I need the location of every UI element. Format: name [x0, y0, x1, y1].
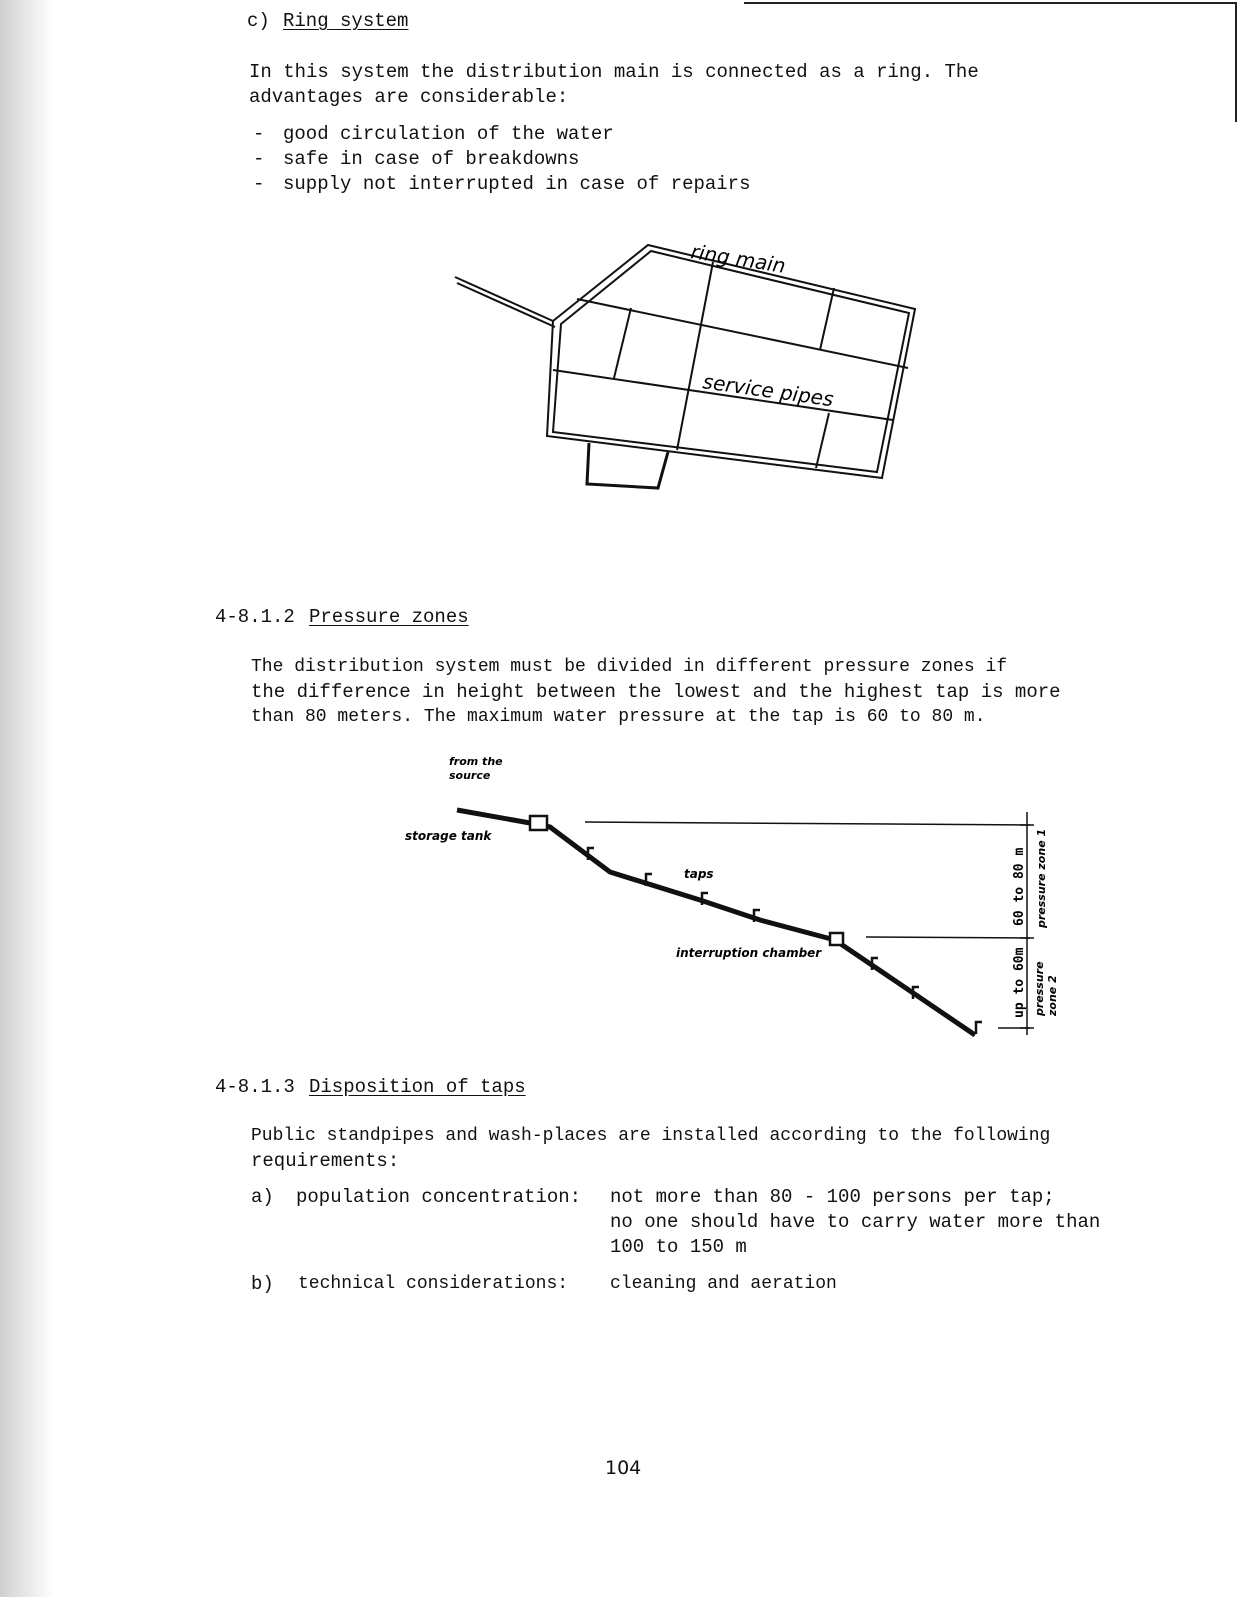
bullet-item: good circulation of the water [283, 123, 614, 145]
ring-heading-letter: c) [247, 10, 270, 32]
pressure-section-number: 4-8.1.2 [215, 606, 295, 628]
ring-main-label: ring main [689, 239, 788, 278]
requirement-text: not more than 80 - 100 persons per tap; [610, 1186, 1055, 1208]
pressure-section-title: Pressure zones [309, 606, 469, 628]
ring-heading-title: Ring system [283, 10, 409, 32]
dimension-up-to-60-label: up to 60m [1012, 947, 1027, 1018]
taps-intro-line-2: requirements: [251, 1150, 400, 1172]
pressure-para-line-1: The distribution system must be divided in different pressure zones if [251, 657, 1008, 677]
storage-tank-label: storage tank [405, 829, 492, 843]
tap [976, 1022, 982, 1034]
requirement-label: technical considerations: [298, 1274, 569, 1294]
pressure-para-line-3: than 80 meters. The maximum water pressure at the tap is 60 to 80 m. [251, 707, 986, 727]
requirement-letter: a) [251, 1186, 274, 1208]
interruption-chamber-label: interruption chamber [676, 946, 822, 960]
bullet-mark: - [253, 148, 265, 170]
pressure-zone-2-label-1: pressure [1033, 961, 1046, 1016]
ring-intro-line-2: advantages are considerable: [249, 86, 569, 108]
dimension-60-80-label: 60 to 80 m [1012, 847, 1027, 926]
taps-section-title: Disposition of taps [309, 1076, 526, 1098]
page-number: 104 [605, 1457, 642, 1479]
requirement-label: population concentration: [296, 1186, 582, 1208]
pressure-zone-2-label-2: zone 2 [1046, 975, 1059, 1016]
pressure-para-line-2: the difference in height between the lowest and the highest tap is more [251, 681, 1061, 703]
bullet-mark: - [253, 123, 265, 145]
bullet-item: supply not interrupted in case of repairs [283, 173, 751, 195]
bullet-mark: - [253, 173, 265, 195]
level-line-1 [585, 822, 1030, 825]
taps-intro-line-1: Public standpipes and wash-places are installed according to the following [251, 1126, 1051, 1146]
requirement-letter: b) [251, 1273, 274, 1295]
taps-label: taps [684, 867, 714, 881]
ring-intro-line-1: In this system the distribution main is connected as a ring. The [249, 61, 979, 83]
from-source-label-2: source [449, 769, 491, 782]
pressure-zone-1-label: pressure zone 1 [1035, 828, 1048, 928]
service-pipes-label: service pipes [701, 369, 836, 412]
requirement-text: cleaning and aeration [610, 1274, 837, 1294]
requirement-text: no one should have to carry water more than [610, 1211, 1101, 1233]
bullet-item: safe in case of breakdowns [283, 148, 580, 170]
level-line-2 [866, 937, 1030, 938]
from-source-label-1: from the [449, 755, 503, 768]
storage-tank [530, 816, 547, 830]
requirement-text: 100 to 150 m [610, 1236, 747, 1258]
taps-section-number: 4-8.1.3 [215, 1076, 295, 1098]
interruption-chamber [830, 933, 843, 945]
supply-line [457, 810, 975, 1035]
